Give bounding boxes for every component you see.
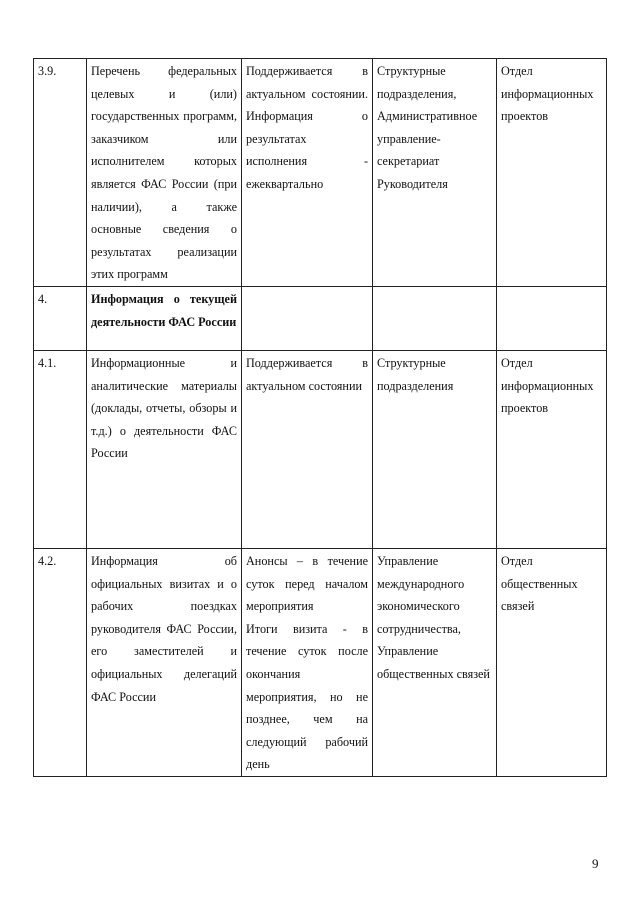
page-number: 9	[592, 856, 599, 871]
timing-part: Итоги визита - в течение суток после окончания мероприятия, но не позднее, чем на следующий рабочий день	[246, 621, 368, 772]
update-timing	[242, 548, 373, 776]
update-timing: Поддерживается в актуальном состоянии	[242, 350, 373, 548]
table-row	[34, 350, 607, 548]
information-name: Информационные и аналитические материалы (доклады, отчеты, обзоры и т.д.) о деятельности ФАС России	[87, 350, 242, 548]
row-number: 4.2.	[34, 548, 87, 776]
row-number: 3.9.	[34, 59, 87, 287]
table-row	[34, 59, 607, 287]
responsible-units	[373, 350, 497, 548]
publishing-unit	[497, 286, 607, 350]
responsible-units	[373, 286, 497, 350]
publishing-unit: Отдел общественных связей	[497, 548, 607, 776]
responsible-unit: Управление международного экономического сотрудничества,	[377, 553, 465, 636]
responsible-unit: Административное управление-секретариат Руководителя	[377, 109, 478, 191]
row-number: 4.1.	[34, 350, 87, 548]
responsible-units	[373, 59, 497, 287]
update-timing: Поддерживается в актуальном состоянии. Информация о результатах исполнения - ежеквартально	[242, 59, 373, 287]
responsible-unit: Управление общественных связей	[377, 644, 490, 681]
responsible-unit: Структурные подразделения	[377, 355, 454, 393]
publishing-unit: Отдел информационных проектов	[497, 350, 607, 548]
responsible-units	[373, 548, 497, 776]
publishing-unit: Отдел информационных проектов	[497, 59, 607, 287]
responsible-unit: Структурные подразделения,	[377, 64, 457, 101]
section-heading: Информация о текущей деятельности ФАС России	[87, 286, 242, 350]
document-table	[33, 58, 607, 777]
information-name: Перечень федеральных целевых и (или) государственных программ, заказчиком или исполнителем которых является ФАС России (при наличии), а также основные сведения о результатах реализации этих программ	[87, 59, 242, 287]
table-row	[34, 286, 607, 350]
timing-part: Анонсы – в течение суток перед началом мероприятия	[246, 553, 368, 614]
update-timing	[242, 286, 373, 350]
information-name: Информация об официальных визитах и о рабочих поездках руководителя ФАС России, его заместителей и официальных делегаций ФАС России	[87, 548, 242, 776]
row-number: 4.	[34, 286, 87, 350]
table-row	[34, 548, 607, 776]
